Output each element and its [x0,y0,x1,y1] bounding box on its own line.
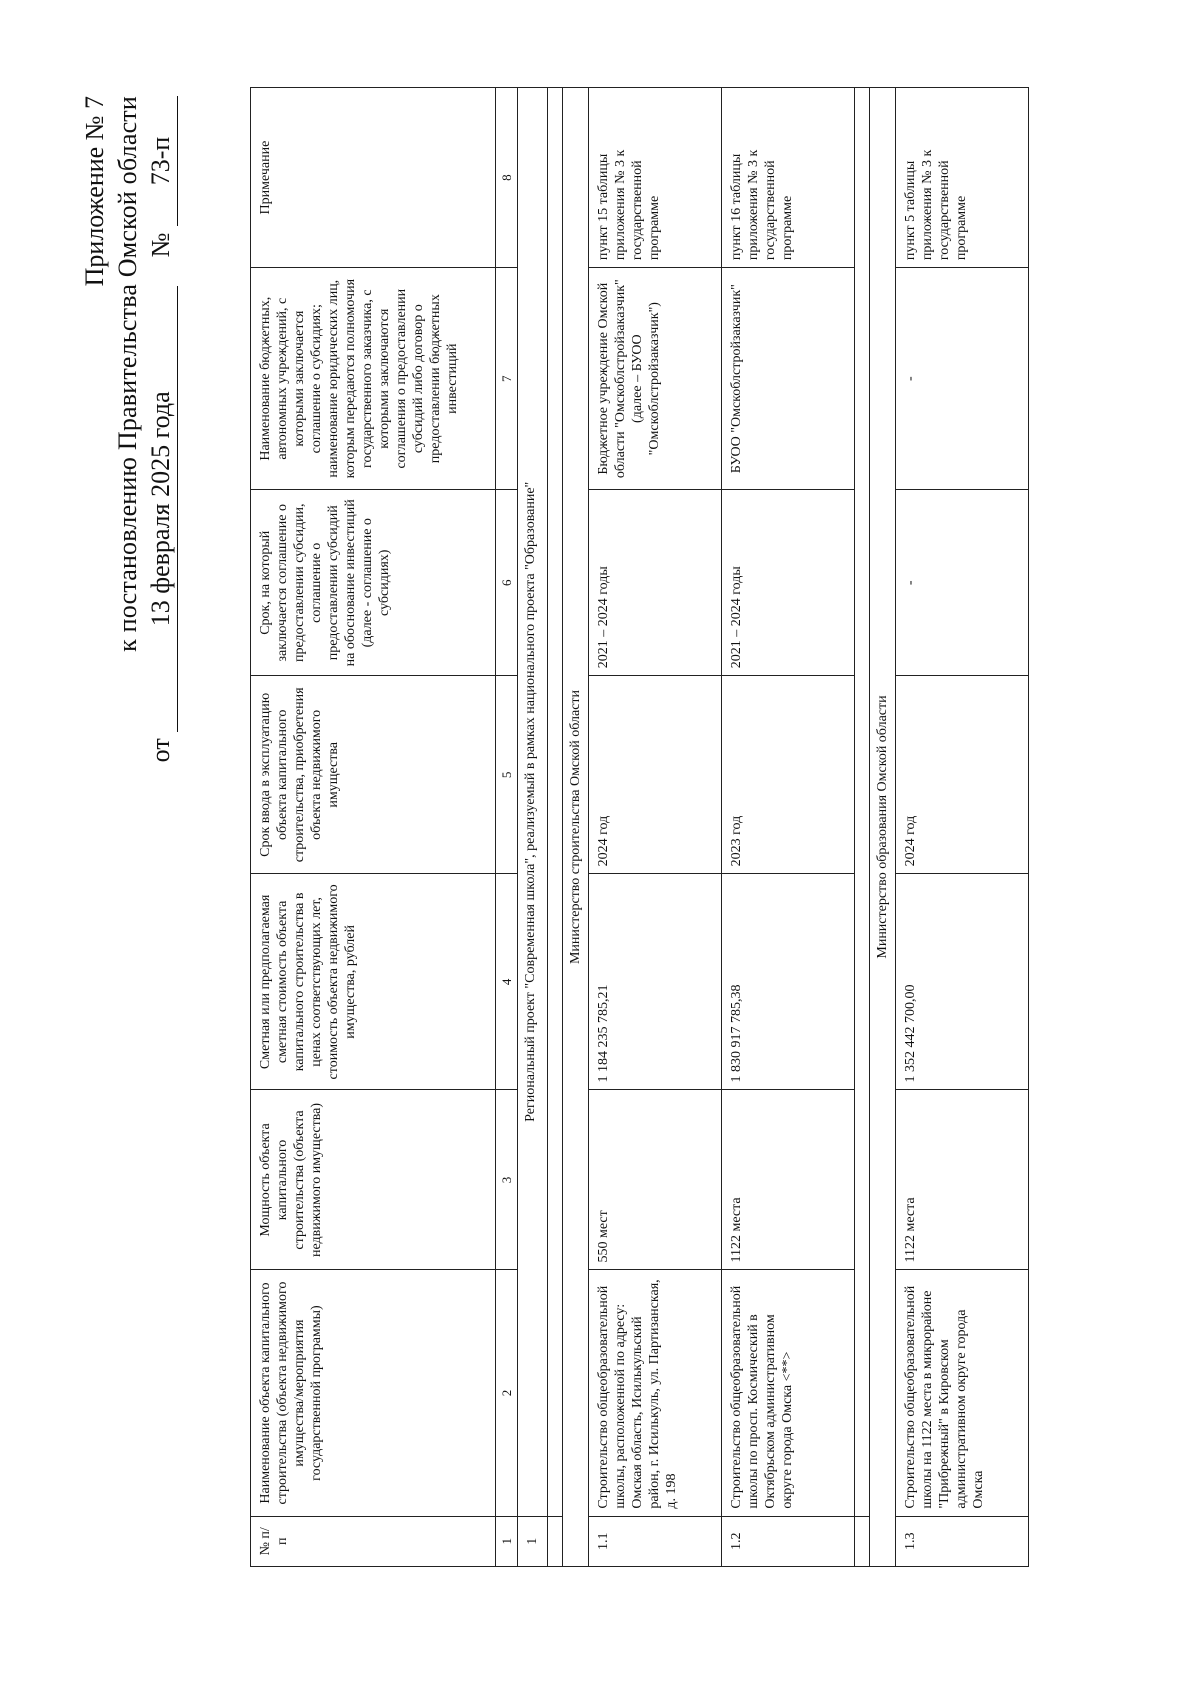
organization: Бюджетное учреждение Омской области "Омскоблстройзаказчик" (далее – БУОО "Омскоблстройзаказчик") [589,268,722,490]
section-title: Региональный проект "Современная школа", реализуемый в рамках национального проекта "Образование" [518,88,548,1517]
object-name: Строительство общеобразовательной школы, расположенной по адресу: Омская область, Исилькульский район, г. Исилькуль, ул. Партизанская, д. 198 [589,1270,722,1516]
col-number: 8 [496,88,518,268]
note: пункт 5 таблицы приложения № 3 к государственной программе [896,88,1029,268]
appendix-header [78,96,178,762]
ministry-construction: Министерство строительства Омской области [563,88,589,1567]
section-number: 1 [518,1516,548,1566]
col-number: 6 [496,490,518,676]
col-header-capacity: Мощность объекта капитального строительства (объекта недвижимого имущества) [251,1090,496,1270]
col-number: 5 [496,676,518,874]
col-header-cost: Сметная или предполагаемая сметная стоимость объекта капитального строительства в ценах соответствующих лет, стоимость объекта недвижимого имущества, рублей [251,874,496,1090]
col-header-name: Наименование объекта капитального строительства (объекта недвижимого имущества/мероприятия государственной программы) [251,1270,496,1516]
commission-date: 2024 год [896,676,1029,874]
row-number: 1.1 [589,1516,722,1566]
table-header-row [251,88,496,1567]
table-row [722,88,855,1567]
object-capacity: 1122 места [722,1090,855,1270]
spacer-row [855,88,870,1567]
spacer-row [548,88,563,1567]
spacer-cell [548,88,563,1517]
note: пункт 15 таблицы приложения № 3 к государственной программе [589,88,722,268]
appendix-title: Приложение № 7 [80,96,109,287]
spacer-cell [855,1516,870,1566]
col-header-num: № п/п [251,1516,496,1566]
decree-number: 73-п [144,96,178,226]
ministry-row [563,88,589,1567]
commission-date: 2023 год [722,676,855,874]
column-number-row [496,88,518,1567]
appendix-subtitle: к постановлению Правительства Омской области [113,96,142,652]
object-capacity: 550 мест [589,1090,722,1270]
col-number: 7 [496,268,518,490]
organization: - [896,268,1029,490]
from-label: от [146,738,175,763]
agreement-term: 2021 – 2024 годы [722,490,855,676]
object-capacity: 1122 места [896,1090,1029,1270]
ministry-row [870,88,896,1567]
spacer-cell [548,1516,563,1566]
commission-date: 2024 год [589,676,722,874]
decree-date: 13 февраля 2025 года [144,286,178,732]
table-row [896,88,1029,1567]
objects-table [250,87,1029,1567]
decree-date-line [144,96,178,762]
object-cost: 1 184 235 785,21 [589,874,722,1090]
ministry-education: Министерство образования Омской области [870,88,896,1567]
note: пункт 16 таблицы приложения № 3 к государственной программе [722,88,855,268]
row-number: 1.3 [896,1516,1029,1566]
row-number: 1.2 [722,1516,855,1566]
col-number: 3 [496,1090,518,1270]
organization: БУОО "Омскоблстройзаказчик" [722,268,855,490]
col-header-org: Наименование бюджетных, автономных учреждений, с которыми заключается соглашение о субсидиях; наименование юридических лиц, которым передаются полномочия государственного заказчика, с которыми заключаются соглашения о предоставлении субсидий либо договор о предоставлении бюджетных инвестиций [251,268,496,490]
object-name: Строительство общеобразовательной школы по просп. Космический в Октябрьском административном округе города Омска <**> [722,1270,855,1516]
object-name: Строительство общеобразовательной школы на 1122 места в микрорайоне "Прибрежный" в Кировском административном округе города Омска [896,1270,1029,1516]
agreement-term: - [896,490,1029,676]
col-header-term: Срок, на который заключается соглашение о предоставлении субсидии, соглашение о предоставлении субсидий на обоснование инвестиций (далее - соглашение о субсидиях) [251,490,496,676]
col-number: 2 [496,1270,518,1516]
table-row [589,88,722,1567]
col-header-commission: Срок ввода в эксплуатацию объекта капитального строительства, приобретения объекта недвижимого имущества [251,676,496,874]
number-label: № [146,232,175,258]
col-header-note: Примечание [251,88,496,268]
col-number: 1 [496,1516,518,1566]
col-number: 4 [496,874,518,1090]
section-row [518,88,548,1567]
agreement-term: 2021 – 2024 годы [589,490,722,676]
object-cost: 1 352 442 700,00 [896,874,1029,1090]
object-cost: 1 830 917 785,38 [722,874,855,1090]
spacer-cell [855,88,870,1517]
